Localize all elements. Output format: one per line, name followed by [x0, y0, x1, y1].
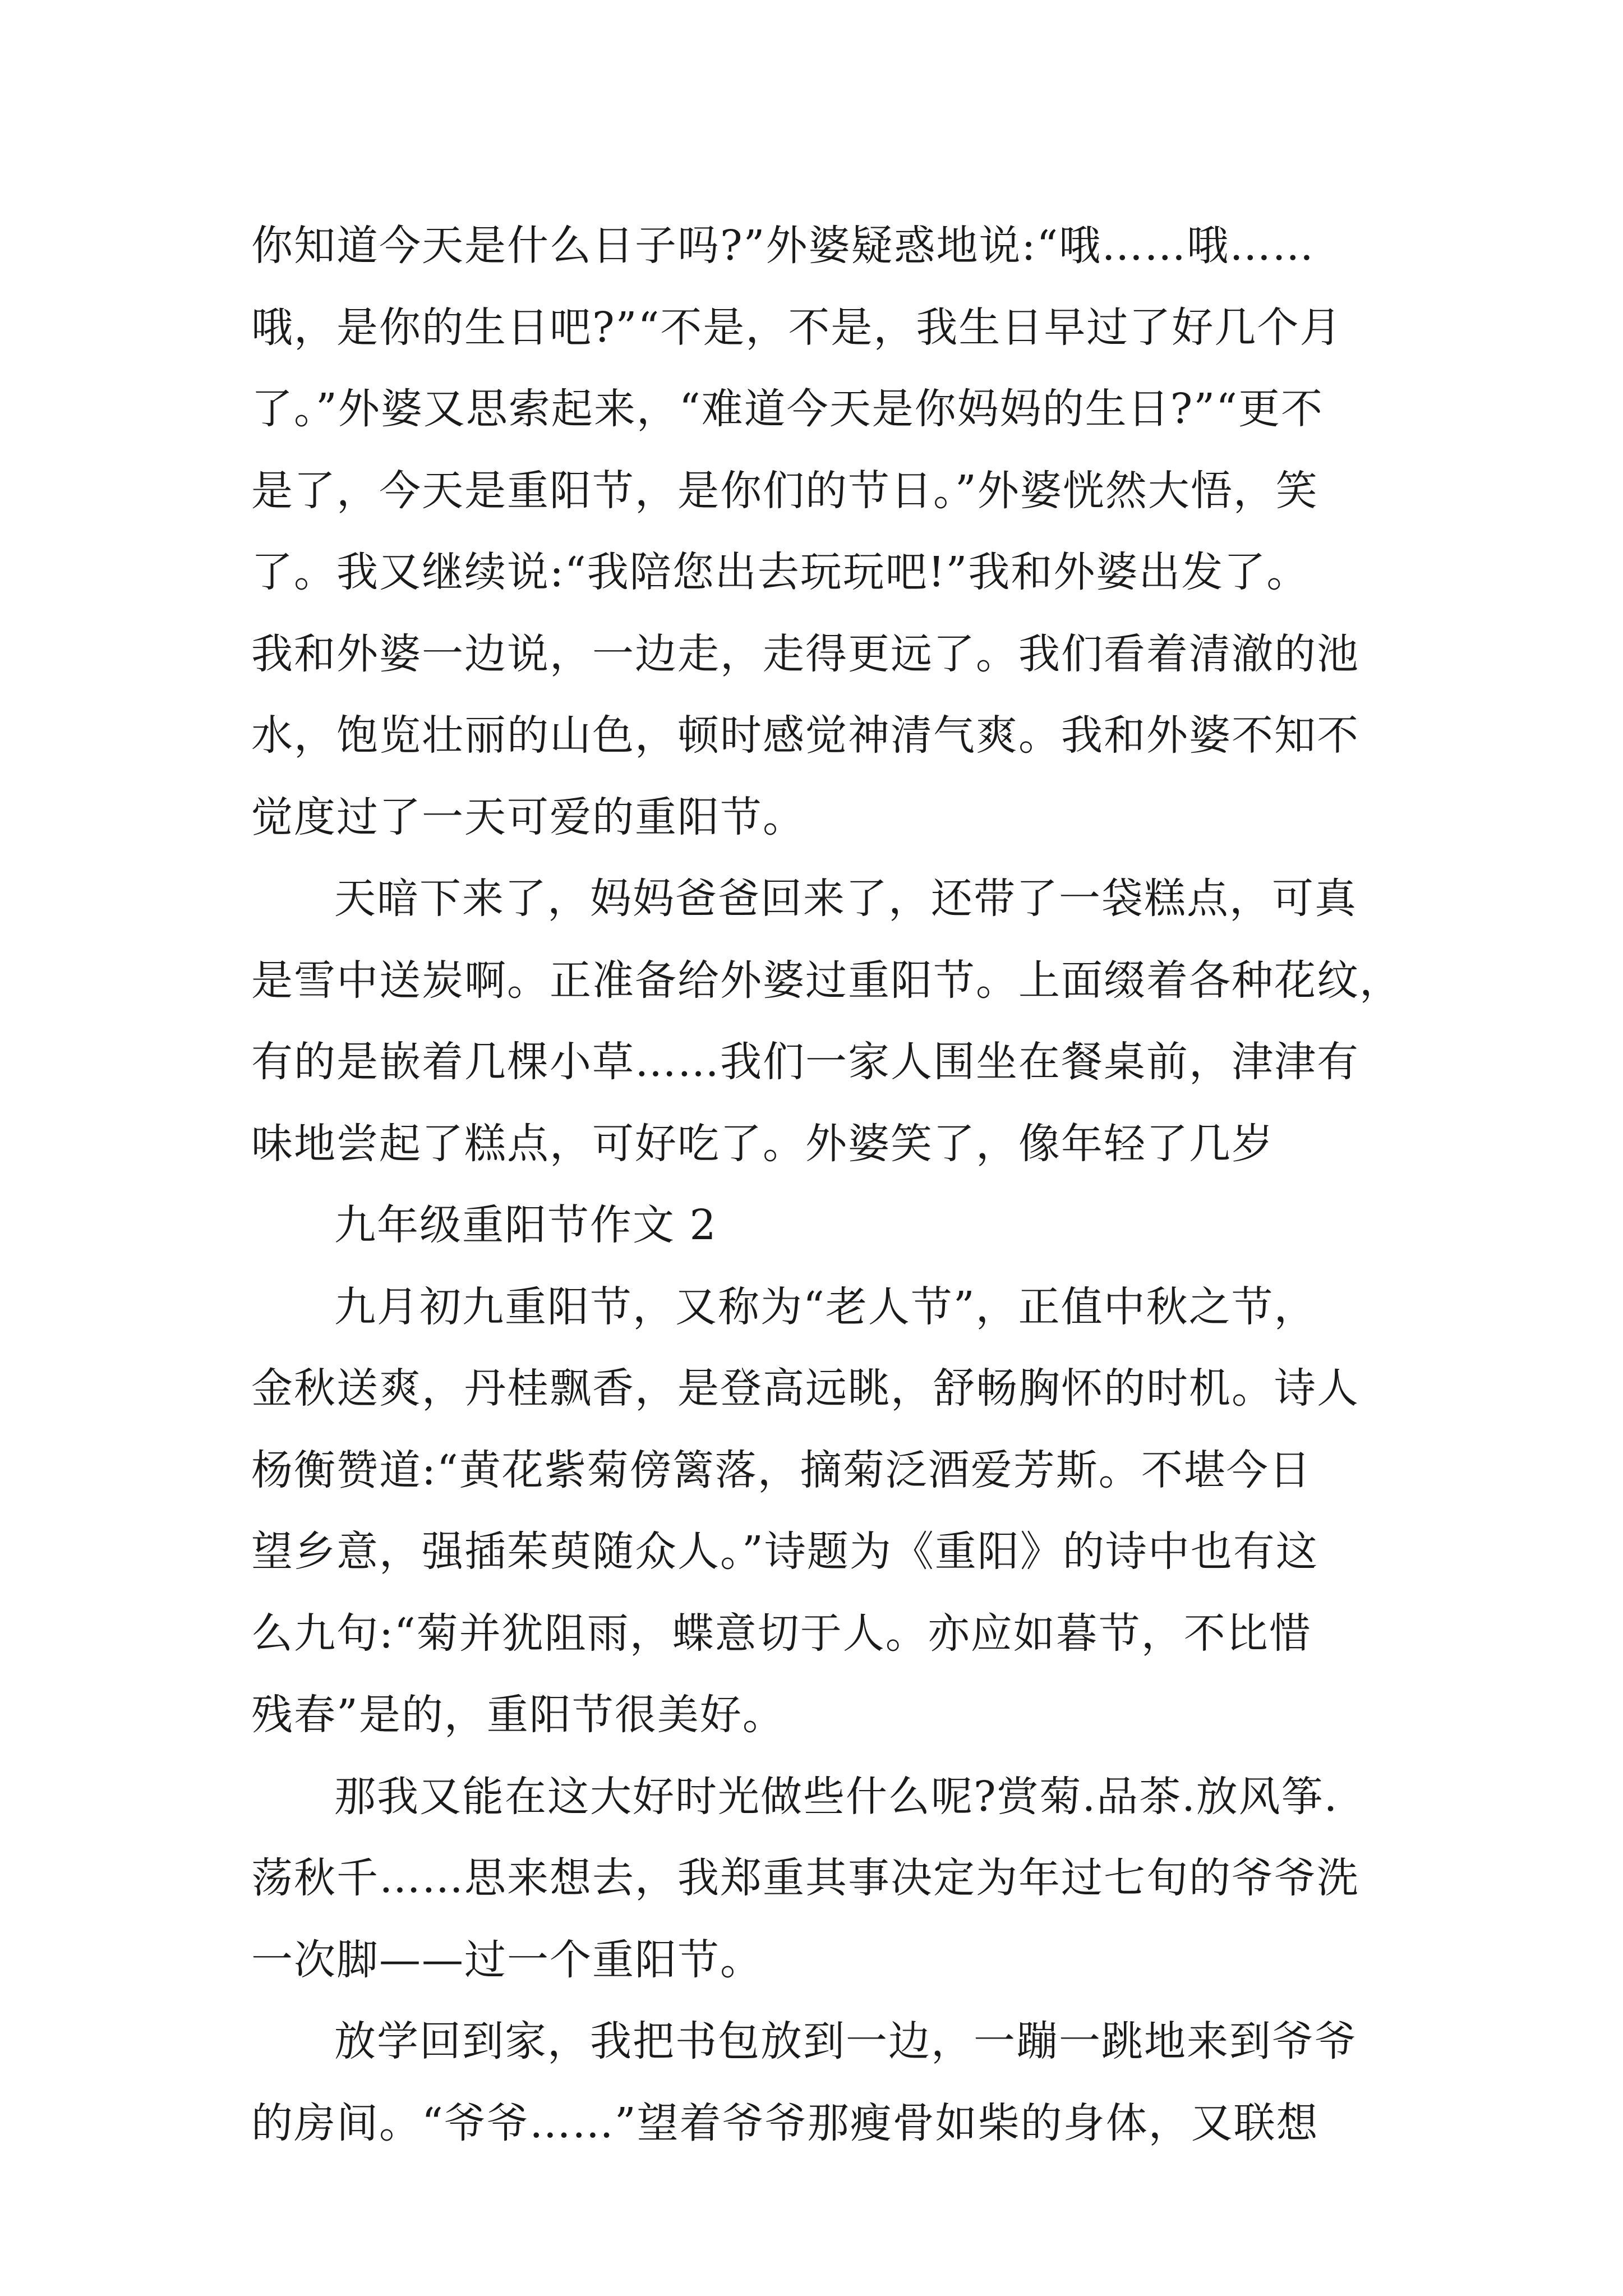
text-line: 了。”外婆又思索起来，“难道今天是你妈妈的生日?”“更不 — [251, 385, 1324, 433]
paragraph-start-line: 天暗下来了，妈妈爸爸回来了，还带了一袋糕点，可真 — [334, 875, 1357, 923]
text-line: 的房间。“爷爷……”望着爷爷那瘦骨如柴的身体，又联想 — [251, 2099, 1319, 2147]
document-body — [251, 205, 1407, 2164]
text-line: 味地尝起了糕点，可好吃了。外婆笑了，像年轻了几岁 — [251, 1119, 1274, 1168]
paragraph-start-line: 九月初九重阳节，又称为“老人节”，正值中秋之节， — [334, 1282, 1317, 1331]
text-line: 一次脚——过一个重阳节。 — [251, 1935, 763, 1984]
text-line: 觉度过了一天可爱的重阳节。 — [251, 793, 805, 841]
text-line: 望乡意，强插茱萸随众人。”诗题为《重阳》的诗中也有这 — [251, 1527, 1318, 1576]
text-line: 金秋送爽，丹桂飘香，是登高远眺，舒畅胸怀的时机。诗人 — [251, 1364, 1359, 1412]
text-line: 了。我又继续说:“我陪您出去玩玩吧!”我和外婆出发了。 — [251, 548, 1310, 596]
text-line: 水，饱览壮丽的山色，顿时感觉神清气爽。我和外婆不知不 — [251, 711, 1359, 760]
text-line: 有的是嵌着几棵小草……我们一家人围坐在餐桌前，津津有 — [251, 1038, 1359, 1086]
text-line: 是了，今天是重阳节，是你们的节日。”外婆恍然大悟，笑 — [251, 466, 1318, 515]
text-line: 残春”是的，重阳节很美好。 — [251, 1691, 785, 1739]
text-line: 杨衡赞道:“黄花紫菊傍篱落，摘菊泛酒爱芳斯。不堪今日 — [251, 1446, 1312, 1494]
text-line: 我和外婆一边说，一边走，走得更远了。我们看着清澈的池 — [251, 629, 1359, 678]
text-line: 你知道今天是什么日子吗?”外婆疑惑地说:“哦……哦…… — [251, 222, 1315, 270]
text-line: 是雪中送炭啊。正准备给外婆过重阳节。上面缀着各种花纹， — [251, 956, 1402, 1005]
section-heading: 九年级重阳节作文 2 — [334, 1201, 717, 1249]
text-line: 荡秋千……思来想去，我郑重其事决定为年过七旬的爷爷洗 — [251, 1854, 1359, 1902]
text-line: 哦，是你的生日吧?”“不是，不是，我生日早过了好几个月 — [251, 303, 1343, 352]
paragraph-start-line: 那我又能在这大好时光做些什么呢?赏菊.品茶.放风筝. — [334, 1772, 1339, 1821]
text-line: 么九句:“菊并犹阻雨，蝶意切于人。亦应如暮节，不比惜 — [251, 1609, 1312, 1658]
paragraph-start-line: 放学回到家，我把书包放到一边，一蹦一跳地来到爷爷 — [334, 2017, 1357, 2065]
